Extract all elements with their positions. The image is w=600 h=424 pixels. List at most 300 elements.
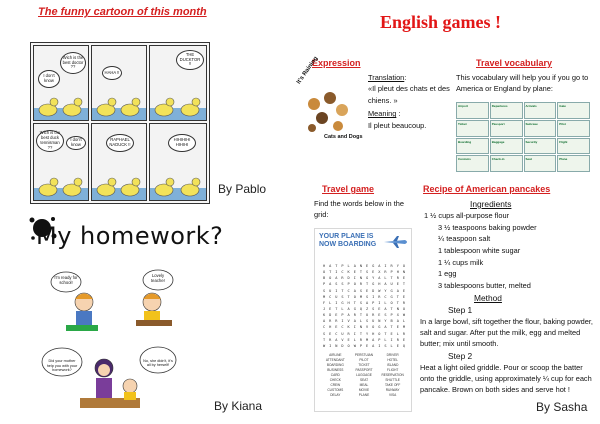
word-list-item: PASSPORT <box>355 368 373 372</box>
grid-letter: S <box>322 331 326 336</box>
grid-letter: P <box>347 282 350 287</box>
speech-bubble: Did your mother help you with your homework? <box>46 359 78 373</box>
grid-letter: B <box>390 319 393 324</box>
vocabulary-cell-label: Airport <box>458 104 468 108</box>
grid-letter: O <box>322 270 326 275</box>
cartoon-title: The funny cartoon of this month <box>38 6 207 18</box>
grid-letter: O <box>402 264 405 268</box>
word-list-item: CHECK <box>329 378 341 382</box>
grid-letter: H <box>372 331 375 336</box>
grid-letter: K <box>347 270 350 275</box>
grid-letter: S <box>335 282 338 287</box>
grid-letter: O <box>329 276 332 281</box>
grid-letter: V <box>365 325 369 330</box>
word-search-poster <box>314 228 412 412</box>
grid-letter: T <box>390 276 393 281</box>
vocabulary-cell-label: Check-in <box>491 157 505 162</box>
grid-letter: D <box>347 276 350 281</box>
grid-letter: Y <box>384 288 387 293</box>
comic-panel-3 <box>149 45 207 121</box>
grid-letter: H <box>322 264 326 268</box>
grid-letter: I <box>378 300 381 305</box>
grid-letter: A <box>335 276 338 281</box>
grid-letter: W <box>378 288 381 293</box>
vocabulary-cell <box>524 120 557 137</box>
grid-letter: D <box>341 343 344 348</box>
expression-heading: Expression <box>312 58 361 68</box>
vocabulary-heading: Travel vocabulary <box>476 58 553 68</box>
grid-letter: T <box>329 270 332 275</box>
word-list-item: FLIGHT <box>386 368 399 372</box>
grid-letter: P <box>341 264 344 268</box>
grid-letter: H <box>329 325 332 330</box>
grid-letter: T <box>359 331 362 336</box>
vocabulary-cell <box>456 155 489 172</box>
grid-letter: N <box>359 276 362 281</box>
grid-letter: E <box>353 270 356 275</box>
vocabulary-cell <box>456 120 489 137</box>
travel-game-intro: Find the words below in the grid: <box>314 199 404 220</box>
grid-letter: I <box>329 343 332 348</box>
grid-letter: L <box>341 306 344 311</box>
duck-icon <box>34 170 89 200</box>
word-list-item: ATTENDANT <box>325 358 345 362</box>
word-list-item: HOTEL <box>387 358 398 362</box>
word-list-item: TICKET <box>358 363 370 367</box>
word-list-item: DELAY <box>330 393 341 397</box>
grid-letter: A <box>353 319 356 324</box>
grid-letter: I <box>353 331 356 336</box>
vocabulary-cell-label: Boarding <box>458 139 472 144</box>
word-list-item: AIRLINE <box>329 353 342 357</box>
grid-letter: O <box>347 343 350 348</box>
grid-letter: A <box>329 264 332 268</box>
word-list-item: TAKE OFF <box>384 383 401 387</box>
ingredients-heading-text: Ingredients <box>470 199 512 209</box>
grid-letter: W <box>353 343 356 348</box>
grid-letter: S <box>384 343 387 348</box>
expression-image-text-top: It's Raining <box>296 55 320 86</box>
grid-letter: O <box>402 306 405 311</box>
grid-letter: A <box>329 282 332 287</box>
vocabulary-cell-label: Baggage <box>491 139 505 144</box>
airplane-icon <box>383 235 409 249</box>
grid-letter: O <box>378 331 381 336</box>
grid-letter: R <box>390 264 393 268</box>
grid-letter: C <box>384 294 387 299</box>
grid-letter: T <box>390 306 393 311</box>
vocabulary-cell <box>524 155 557 172</box>
vocabulary-cell <box>557 138 590 155</box>
vocabulary-cell <box>456 138 489 155</box>
grid-letter: Q <box>359 306 362 311</box>
grid-letter: O <box>353 294 356 299</box>
ingredient-item: ¼ teaspoon salt <box>438 234 491 244</box>
grid-letter: C <box>322 325 326 330</box>
homework-title: My homework? <box>36 222 224 250</box>
vocabulary-cell-label: Plane <box>559 157 568 162</box>
grid-letter: U <box>365 313 369 318</box>
grid-letter: M <box>322 294 326 299</box>
vocabulary-cell <box>490 120 523 137</box>
grid-letter: T <box>402 282 405 287</box>
grid-letter: P <box>322 282 326 287</box>
grid-letter: I <box>372 294 375 299</box>
grid-letter: M <box>359 294 362 299</box>
recipe-byline: By Sasha <box>536 400 588 414</box>
grid-letter: T <box>384 331 387 336</box>
grid-letter: I <box>378 343 381 348</box>
grid-letter: P <box>359 343 362 348</box>
comic-panel-5 <box>91 123 147 201</box>
speech-bubble: Wich is the best duck tennisman ?? <box>36 130 64 152</box>
meaning-label: Meaning <box>368 109 397 119</box>
comic-panel-6 <box>149 123 207 201</box>
grid-letter: K <box>347 325 350 330</box>
grid-letter: C <box>347 288 350 293</box>
grid-letter: A <box>353 288 356 293</box>
vocabulary-cell <box>490 155 523 172</box>
grid-letter: J <box>322 306 326 311</box>
grid-letter: P <box>390 313 393 318</box>
grid-letter: S <box>365 270 369 275</box>
vocabulary-grid <box>456 102 590 172</box>
grid-letter: L <box>347 264 350 268</box>
grid-letter: A <box>347 306 350 311</box>
grid-letter: A <box>378 276 381 281</box>
grid-letter: E <box>402 288 405 293</box>
grid-letter: R <box>402 331 405 336</box>
vocabulary-cell <box>524 102 557 119</box>
grid-letter: E <box>402 276 405 281</box>
grid-letter: E <box>329 331 332 336</box>
grid-letter: P <box>341 313 344 318</box>
speech-bubble: THE DUCKTOR !! <box>176 50 204 70</box>
grid-letter: U <box>329 288 332 293</box>
english-games-title: English games ! <box>380 12 502 32</box>
grid-letter: Y <box>384 319 387 324</box>
grid-letter: I <box>335 288 338 293</box>
grid-letter: E <box>402 294 405 299</box>
grid-letter: E <box>365 288 369 293</box>
grid-letter: T <box>359 270 362 275</box>
grid-letter: R <box>359 282 362 287</box>
grid-letter: M <box>402 325 405 330</box>
grid-letter: A <box>384 282 387 287</box>
word-list-item: PLANE <box>358 393 370 397</box>
grid-letter: R <box>396 276 399 281</box>
vocabulary-cell-label: Security <box>525 139 538 144</box>
grid-letter: T <box>396 294 399 299</box>
grid-letter: R <box>329 319 332 324</box>
grid-letter: X <box>378 270 381 275</box>
grid-letter: T <box>347 294 350 299</box>
poster-title-line-1: YOUR PLANE IS <box>319 233 374 240</box>
step1-heading: Step 1 <box>448 305 473 315</box>
grid-letter: G <box>378 325 381 330</box>
recipe-heading: Recipe of American pancakes <box>423 184 551 194</box>
grid-letter: O <box>372 325 375 330</box>
ingredient-item: 3 ½ teaspoons baking powder <box>438 222 537 232</box>
grid-letter: T <box>353 300 356 305</box>
grid-letter: R <box>341 276 344 281</box>
grid-letter: E <box>390 331 393 336</box>
grid-letter: L <box>384 337 387 342</box>
grid-letter: D <box>329 313 332 318</box>
comic-panel-4 <box>33 123 89 201</box>
grid-letter: S <box>341 282 344 287</box>
grid-letter: O <box>353 282 356 287</box>
speech-bubble: I don't know <box>38 70 60 88</box>
grid-letter: I <box>335 270 338 275</box>
grid-letter: A <box>378 264 381 268</box>
grid-letter: W <box>402 313 405 318</box>
grid-letter: R <box>335 319 338 324</box>
grid-letter: L <box>359 319 362 324</box>
grid-letter: A <box>384 325 387 330</box>
ingredient-item: 1 tablespoon white sugar <box>438 246 521 256</box>
grid-letter: K <box>322 313 326 318</box>
vocabulary-cell-label: Departures <box>491 104 508 108</box>
grid-letter: A <box>372 337 375 342</box>
grid-letter: Y <box>365 331 369 336</box>
grid-letter: R <box>359 337 362 342</box>
grid-letter: G <box>365 276 369 281</box>
vocabulary-cell-label: Passport <box>491 121 505 126</box>
word-list-item: MOVIE <box>358 388 370 392</box>
ingredient-item: 1 egg <box>438 269 457 279</box>
grid-letter: L <box>353 337 356 342</box>
grid-letter: S <box>359 288 362 293</box>
word-list-item: RESERVATION <box>381 373 404 377</box>
grid-letter: A <box>322 319 326 324</box>
grid-letter: R <box>329 337 332 342</box>
grid-letter: N <box>378 319 381 324</box>
vocabulary-cell-label: Seat <box>525 157 532 162</box>
duck-icon <box>92 170 147 200</box>
method-heading <box>474 292 502 305</box>
word-list-item: ISLAND <box>386 363 399 367</box>
vocabulary-cell <box>456 102 489 119</box>
grid-letter: E <box>365 264 369 268</box>
grid-letter: O <box>390 300 393 305</box>
grid-letter: P <box>378 337 381 342</box>
step2-text: Heat a light oiled griddle. Pour or scoop the batter onto the griddle, using approximately ¼ cup for each pancake. Brown on both sides and serve hot ! <box>420 363 592 395</box>
grid-letter: T <box>390 325 393 330</box>
speech-bubble: Wich is the best doctor ?? <box>60 52 86 74</box>
grid-letter: Y <box>396 264 399 268</box>
grid-letter: N <box>396 306 399 311</box>
grid-letter: C <box>341 325 344 330</box>
grid-letter: E <box>329 306 332 311</box>
expression-image-text-bottom: Cats and Dogs <box>324 134 363 140</box>
vocabulary-cell-label: Ticket <box>458 121 467 126</box>
grid-letter: L <box>396 331 399 336</box>
grid-letter: G <box>372 282 375 287</box>
grid-letter: U <box>390 282 393 287</box>
grid-letter: R <box>372 313 375 318</box>
grid-letter: G <box>390 294 393 299</box>
speech-bubble: Lovely teacher <box>151 273 165 283</box>
grid-letter: E <box>378 313 381 318</box>
grid-letter: E <box>396 343 399 348</box>
grid-letter: Z <box>365 306 369 311</box>
comic-strip <box>30 42 210 204</box>
grid-letter: N <box>359 325 362 330</box>
grid-letter: A <box>372 343 375 348</box>
grid-letter: T <box>359 313 362 318</box>
grid-letter: I <box>341 319 344 324</box>
grid-letter: U <box>372 319 375 324</box>
grid-letter: E <box>335 325 338 330</box>
grid-letter: S <box>365 294 369 299</box>
grid-letter: A <box>384 306 387 311</box>
word-list-item: BOARDING <box>326 363 344 367</box>
vocabulary-cell <box>557 120 590 137</box>
word-list-item: MEAL <box>359 383 369 387</box>
grid-letter: G <box>353 306 356 311</box>
translation-label: Translation <box>368 73 405 82</box>
ingredient-item: 1 ¼ cups milk <box>438 257 484 267</box>
cartoon-byline: By Pablo <box>218 182 267 196</box>
grid-letter: F <box>322 300 326 305</box>
grid-letter: H <box>396 270 399 275</box>
grid-letter: L <box>384 276 387 281</box>
grid-letter: P <box>372 300 375 305</box>
vocabulary-cell <box>524 138 557 155</box>
speech-bubble: HAHA !! <box>102 66 122 80</box>
vocabulary-cell-label: Gate <box>559 104 566 108</box>
step2-heading: Step 2 <box>448 351 473 361</box>
grid-letter: A <box>396 288 399 293</box>
grid-letter: P <box>390 270 393 275</box>
grid-letter: A <box>396 319 399 324</box>
grid-letter: G <box>341 300 344 305</box>
word-list-item: SHUTTLE <box>385 378 400 382</box>
speech-bubble: I'm ready for school! <box>54 275 78 285</box>
grid-letter: V <box>347 319 350 324</box>
travel-game-heading: Travel game <box>322 184 375 194</box>
grid-letter: S <box>372 306 375 311</box>
vocabulary-cell-label: Arrivals <box>525 104 537 108</box>
grid-letter: A <box>353 264 356 268</box>
grid-letter: E <box>347 337 350 342</box>
grid-letter: I <box>353 325 356 330</box>
grid-letter: W <box>322 343 326 348</box>
word-list-item: DRIVER <box>386 353 399 357</box>
grid-letter: V <box>341 337 344 342</box>
grid-letter: R <box>402 300 405 305</box>
speech-bubble: I don't know <box>66 136 86 150</box>
word-search-grid <box>321 263 407 349</box>
comic-panel-2 <box>91 45 147 121</box>
grid-letter: E <box>365 343 369 348</box>
word-list-item: SEAT <box>359 378 369 382</box>
grid-letter: L <box>390 343 393 348</box>
grid-letter: E <box>396 282 399 287</box>
grid-letter: T <box>396 300 399 305</box>
step1-text: In a large bowl, sift together the flour, baking powder, salt and sugar. After put the milk, egg and melted butter; mix until smooth. <box>420 317 593 349</box>
speech-bubble: RAPHAEL NADUCK !! <box>106 134 134 152</box>
grid-letter: I <box>390 337 393 342</box>
vocabulary-cell-label: Pilot <box>559 121 566 126</box>
word-list-item: CARD <box>330 373 340 377</box>
vocabulary-cell-label: Suitcase <box>525 121 538 126</box>
method-heading-text: Method <box>474 293 502 303</box>
ingredient-item: 3 tablespoons butter, melted <box>438 281 531 291</box>
word-list-item: BUSINESS <box>327 368 344 372</box>
word-list <box>321 353 407 398</box>
duck-icon <box>92 90 147 120</box>
duck-icon <box>150 90 207 120</box>
vocabulary-cell-label: Customs <box>458 157 471 162</box>
grid-letter: H <box>347 300 350 305</box>
grid-letter: B <box>322 276 326 281</box>
grid-letter: G <box>372 264 375 268</box>
grid-letter: C <box>341 270 344 275</box>
vocabulary-cell <box>557 102 590 119</box>
grid-letter: L <box>329 300 332 305</box>
speech-bubble: HIHIHIHI HIHIHI <box>168 134 196 152</box>
word-list-item: CUSTOMS <box>327 388 344 392</box>
grid-letter: T <box>365 282 369 287</box>
grid-letter: A <box>347 313 350 318</box>
grid-letter: X <box>396 313 399 318</box>
grid-letter: R <box>384 270 387 275</box>
duck-icon <box>34 90 89 120</box>
grid-letter: N <box>335 343 338 348</box>
grid-letter: L <box>402 319 405 324</box>
grid-letter: I <box>353 276 356 281</box>
translation-text: «Il pleut des chats et des chiens. » <box>368 84 450 105</box>
grid-letter: I <box>384 264 387 268</box>
grid-letter: R <box>396 337 399 342</box>
word-list-item: CREW <box>330 383 341 387</box>
word-list-item: VISA <box>389 393 397 397</box>
grid-letter: R <box>353 313 356 318</box>
grid-letter: E <box>335 313 338 318</box>
grid-letter: I <box>335 300 338 305</box>
poster-title-line-2: NOW BOARDING <box>319 240 377 248</box>
grid-letter: G <box>390 288 393 293</box>
word-list-item: PERSTUIAN <box>354 353 374 357</box>
translation-block: Translation: «Il pleut des chats et des chiens. » Meaning : Il pleut beaucoup. <box>368 73 450 130</box>
word-list-item: PILOT <box>359 358 369 362</box>
grid-letter: T <box>341 288 344 293</box>
grid-letter: D <box>372 288 375 293</box>
poster-title <box>319 233 376 248</box>
grid-letter: A <box>365 300 369 305</box>
grid-letter: C <box>335 331 338 336</box>
comic-panel-1 <box>33 45 89 121</box>
grid-letter: R <box>347 331 350 336</box>
grid-letter: N <box>402 270 405 275</box>
grid-letter: E <box>372 270 375 275</box>
grid-letter: E <box>396 325 399 330</box>
grid-letter: L <box>384 300 387 305</box>
word-list-item: LUGGAGE <box>356 373 372 377</box>
duck-icon <box>150 170 207 200</box>
ingredients-list <box>424 210 594 292</box>
grid-letter: R <box>378 294 381 299</box>
vocabulary-cell <box>490 138 523 155</box>
grid-letter: S <box>322 288 326 293</box>
grid-letter: E <box>402 337 405 342</box>
grid-letter: U <box>341 331 344 336</box>
grid-letter: N <box>359 264 362 268</box>
vocabulary-cell <box>557 155 590 172</box>
grid-letter: T <box>335 264 338 268</box>
